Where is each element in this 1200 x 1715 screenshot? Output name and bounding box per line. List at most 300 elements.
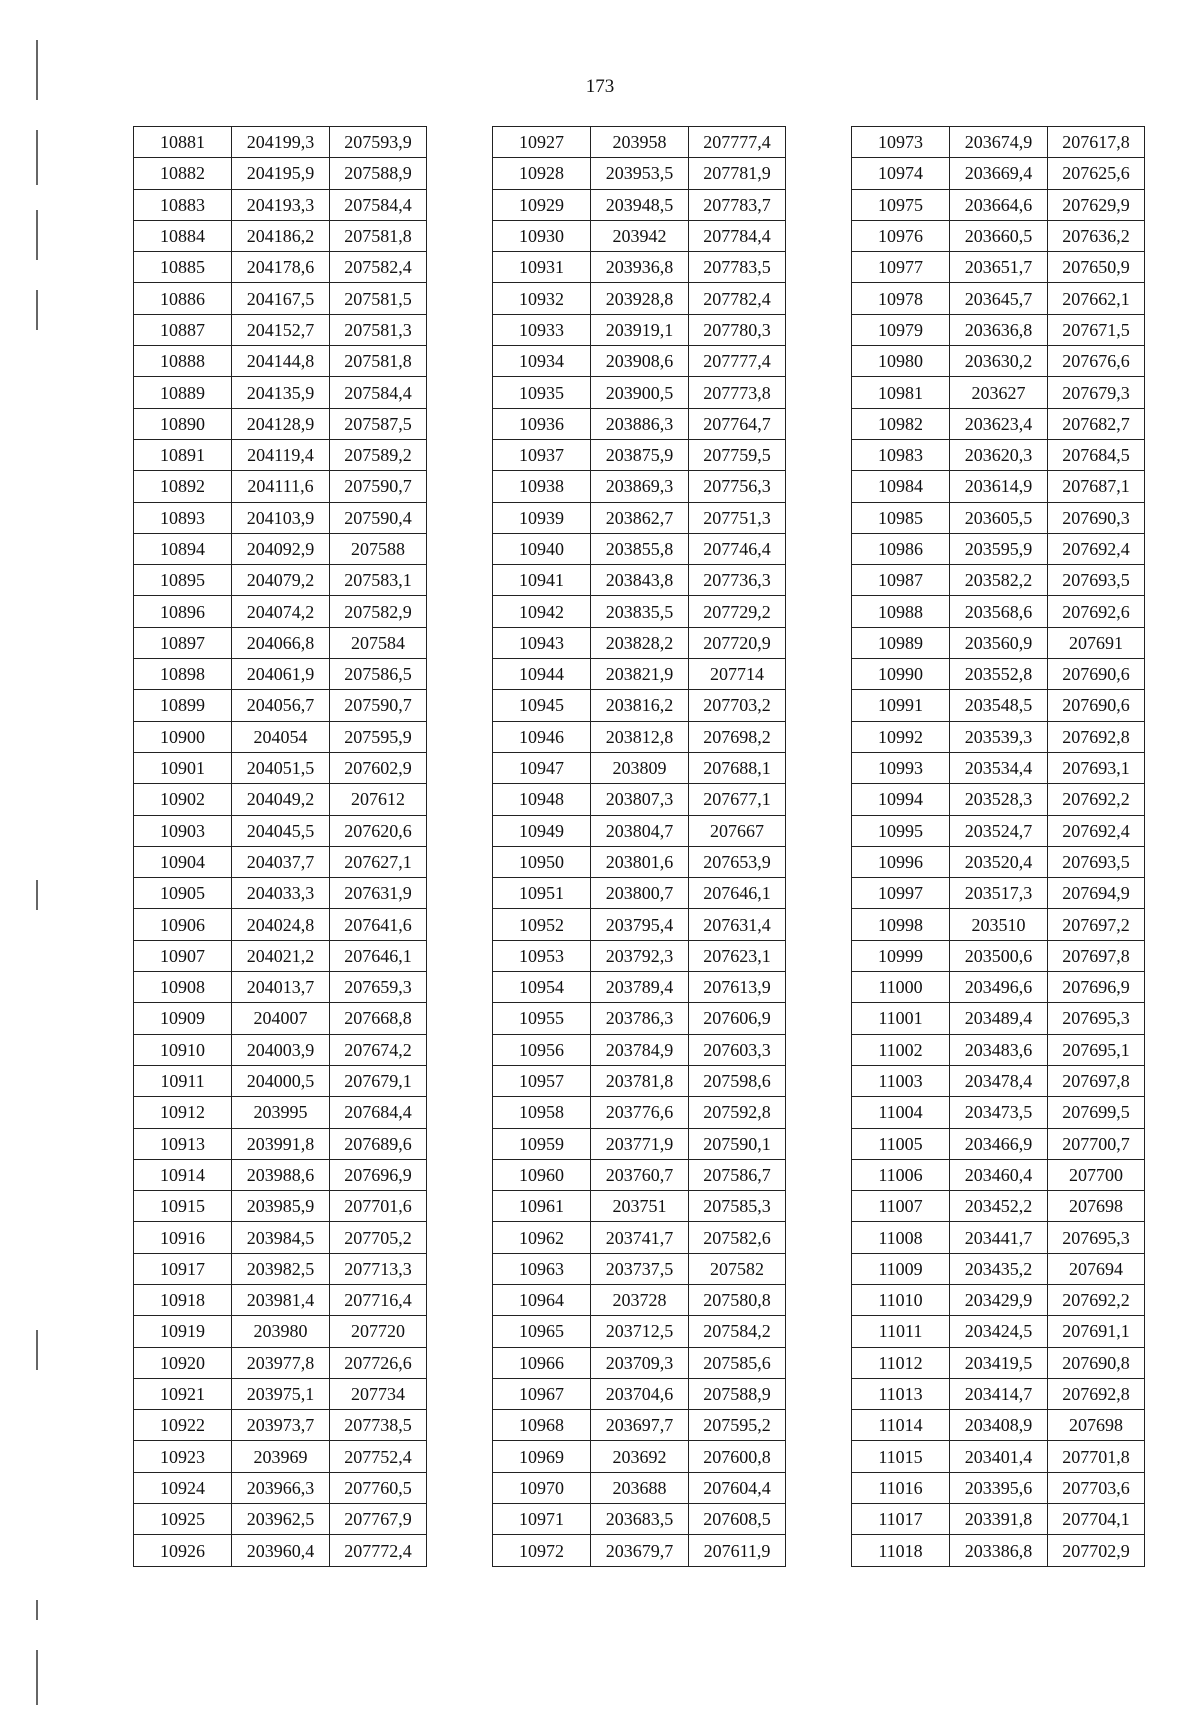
x-coordinate-cell: 203395,6: [950, 1472, 1048, 1503]
table-row: [493, 408, 786, 439]
table-row: [852, 471, 1145, 502]
table-row: [852, 846, 1145, 877]
y-coordinate-cell: 207674,2: [330, 1034, 427, 1065]
y-coordinate-cell: 207687,1: [1048, 471, 1145, 502]
y-coordinate-cell: 207587,5: [330, 408, 427, 439]
table-row: [493, 752, 786, 783]
y-coordinate-cell: 207756,3: [689, 471, 786, 502]
table-row: [134, 439, 427, 470]
x-coordinate-cell: 203812,8: [591, 721, 689, 752]
point-number-cell: 10984: [852, 471, 950, 502]
point-number-cell: 10936: [493, 408, 591, 439]
point-number-cell: 11008: [852, 1222, 950, 1253]
x-coordinate-cell: 203623,4: [950, 408, 1048, 439]
point-number-cell: 11017: [852, 1504, 950, 1535]
table-row: [852, 1316, 1145, 1347]
y-coordinate-cell: 207780,3: [689, 314, 786, 345]
x-coordinate-cell: 203804,7: [591, 815, 689, 846]
y-coordinate-cell: 207679,3: [1048, 377, 1145, 408]
table-row: [134, 878, 427, 909]
x-coordinate-cell: 204061,9: [232, 659, 330, 690]
y-coordinate-cell: 207783,7: [689, 189, 786, 220]
table-row: [493, 878, 786, 909]
y-coordinate-cell: 207703,6: [1048, 1472, 1145, 1503]
table-row: [134, 1410, 427, 1441]
table-row: [493, 1034, 786, 1065]
table-row: [493, 220, 786, 251]
y-coordinate-cell: 207689,6: [330, 1128, 427, 1159]
x-coordinate-cell: 203988,6: [232, 1159, 330, 1190]
x-coordinate-cell: 203809: [591, 752, 689, 783]
point-number-cell: 10961: [493, 1191, 591, 1222]
point-number-cell: 10972: [493, 1535, 591, 1566]
table-row: [493, 596, 786, 627]
x-coordinate-cell: 203630,2: [950, 346, 1048, 377]
table-row: [134, 940, 427, 971]
x-coordinate-cell: 203489,4: [950, 1003, 1048, 1034]
table-row: [134, 220, 427, 251]
y-coordinate-cell: 207705,2: [330, 1222, 427, 1253]
x-coordinate-cell: 203801,6: [591, 846, 689, 877]
x-coordinate-cell: 203936,8: [591, 252, 689, 283]
point-number-cell: 10882: [134, 158, 232, 189]
point-number-cell: 11016: [852, 1472, 950, 1503]
y-coordinate-cell: 207772,4: [330, 1535, 427, 1566]
table-row: [493, 784, 786, 815]
point-number-cell: 11003: [852, 1065, 950, 1096]
x-coordinate-cell: 203953,5: [591, 158, 689, 189]
point-number-cell: 10993: [852, 752, 950, 783]
table-row: [493, 1159, 786, 1190]
point-number-cell: 11013: [852, 1378, 950, 1409]
table-row: [134, 972, 427, 1003]
x-coordinate-cell: 203552,8: [950, 659, 1048, 690]
point-number-cell: 10992: [852, 721, 950, 752]
table-row: [134, 1284, 427, 1315]
table-row: [852, 408, 1145, 439]
point-number-cell: 10973: [852, 127, 950, 158]
table-row: [852, 346, 1145, 377]
y-coordinate-cell: 207590,7: [330, 471, 427, 502]
point-number-cell: 10887: [134, 314, 232, 345]
y-coordinate-cell: 207590,4: [330, 502, 427, 533]
table-row: [493, 377, 786, 408]
y-coordinate-cell: 207603,3: [689, 1034, 786, 1065]
x-coordinate-cell: 203704,6: [591, 1378, 689, 1409]
x-coordinate-cell: 203985,9: [232, 1191, 330, 1222]
table-row: [493, 189, 786, 220]
table-row: [493, 471, 786, 502]
point-number-cell: 11000: [852, 972, 950, 1003]
x-coordinate-cell: 204128,9: [232, 408, 330, 439]
y-coordinate-cell: 207590,7: [330, 690, 427, 721]
y-coordinate-cell: 207751,3: [689, 502, 786, 533]
x-coordinate-cell: 203862,7: [591, 502, 689, 533]
table-row: [852, 158, 1145, 189]
y-coordinate-cell: 207692,2: [1048, 784, 1145, 815]
table-row: [134, 627, 427, 658]
x-coordinate-cell: 203962,5: [232, 1504, 330, 1535]
point-number-cell: 10981: [852, 377, 950, 408]
table-row: [852, 1222, 1145, 1253]
table-row: [852, 1504, 1145, 1535]
x-coordinate-cell: 203781,8: [591, 1065, 689, 1096]
table-row: [852, 439, 1145, 470]
x-coordinate-cell: 203875,9: [591, 439, 689, 470]
y-coordinate-cell: 207781,9: [689, 158, 786, 189]
point-number-cell: 10899: [134, 690, 232, 721]
point-number-cell: 10978: [852, 283, 950, 314]
table-row: [134, 314, 427, 345]
table-row: [852, 627, 1145, 658]
table-row: [134, 1441, 427, 1472]
table-row: [493, 659, 786, 690]
y-coordinate-cell: 207684,5: [1048, 439, 1145, 470]
x-coordinate-cell: 203948,5: [591, 189, 689, 220]
point-number-cell: 10903: [134, 815, 232, 846]
x-coordinate-cell: 203800,7: [591, 878, 689, 909]
table-row: [852, 377, 1145, 408]
point-number-cell: 10924: [134, 1472, 232, 1503]
point-number-cell: 10990: [852, 659, 950, 690]
x-coordinate-cell: 204167,5: [232, 283, 330, 314]
table-row: [493, 846, 786, 877]
x-coordinate-cell: 203977,8: [232, 1347, 330, 1378]
table-row: [493, 1472, 786, 1503]
x-coordinate-cell: 203414,7: [950, 1378, 1048, 1409]
point-number-cell: 11001: [852, 1003, 950, 1034]
table-row: [134, 596, 427, 627]
point-number-cell: 10883: [134, 189, 232, 220]
point-number-cell: 10918: [134, 1284, 232, 1315]
point-number-cell: 10931: [493, 252, 591, 283]
y-coordinate-cell: 207783,5: [689, 252, 786, 283]
x-coordinate-cell: 203614,9: [950, 471, 1048, 502]
point-number-cell: 11015: [852, 1441, 950, 1472]
y-coordinate-cell: 207736,3: [689, 565, 786, 596]
table-row: [134, 252, 427, 283]
point-number-cell: 11005: [852, 1128, 950, 1159]
x-coordinate-cell: 203627: [950, 377, 1048, 408]
point-number-cell: 10912: [134, 1097, 232, 1128]
scan-margin-line: [36, 1600, 38, 1620]
y-coordinate-cell: 207636,2: [1048, 220, 1145, 251]
y-coordinate-cell: 207625,6: [1048, 158, 1145, 189]
point-number-cell: 11018: [852, 1535, 950, 1566]
scan-margin-line: [36, 210, 38, 260]
point-number-cell: 10885: [134, 252, 232, 283]
table-row: [852, 752, 1145, 783]
y-coordinate-cell: 207697,2: [1048, 909, 1145, 940]
point-number-cell: 10942: [493, 596, 591, 627]
y-coordinate-cell: 207646,1: [689, 878, 786, 909]
y-coordinate-cell: 207782,4: [689, 283, 786, 314]
x-coordinate-cell: 203975,1: [232, 1378, 330, 1409]
x-coordinate-cell: 203821,9: [591, 659, 689, 690]
table-row: [493, 1347, 786, 1378]
y-coordinate-cell: 207641,6: [330, 909, 427, 940]
point-number-cell: 10937: [493, 439, 591, 470]
table-row: [852, 1253, 1145, 1284]
y-coordinate-cell: 207582: [689, 1253, 786, 1284]
table-row: [493, 972, 786, 1003]
point-number-cell: 10926: [134, 1535, 232, 1566]
x-coordinate-cell: 203795,4: [591, 909, 689, 940]
x-coordinate-cell: 203969: [232, 1441, 330, 1472]
table-row: [493, 1441, 786, 1472]
y-coordinate-cell: 207684,4: [330, 1097, 427, 1128]
table-row: [493, 940, 786, 971]
y-coordinate-cell: 207752,4: [330, 1441, 427, 1472]
point-number-cell: 10907: [134, 940, 232, 971]
point-number-cell: 10991: [852, 690, 950, 721]
y-coordinate-cell: 207613,9: [689, 972, 786, 1003]
y-coordinate-cell: 207773,8: [689, 377, 786, 408]
x-coordinate-cell: 203582,2: [950, 565, 1048, 596]
x-coordinate-cell: 203679,7: [591, 1535, 689, 1566]
y-coordinate-cell: 207659,3: [330, 972, 427, 1003]
table-row: [493, 690, 786, 721]
table-row: [493, 1504, 786, 1535]
table-row: [852, 784, 1145, 815]
x-coordinate-cell: 203473,5: [950, 1097, 1048, 1128]
table-row: [852, 252, 1145, 283]
table-row: [493, 1097, 786, 1128]
table-row: [852, 533, 1145, 564]
x-coordinate-cell: 203792,3: [591, 940, 689, 971]
table-row: [493, 1222, 786, 1253]
x-coordinate-cell: 204056,7: [232, 690, 330, 721]
x-coordinate-cell: 203664,6: [950, 189, 1048, 220]
point-number-cell: 10893: [134, 502, 232, 533]
x-coordinate-cell: 204007: [232, 1003, 330, 1034]
point-number-cell: 10989: [852, 627, 950, 658]
x-coordinate-cell: 204111,6: [232, 471, 330, 502]
point-number-cell: 10927: [493, 127, 591, 158]
table-row: [134, 565, 427, 596]
table-row: [134, 752, 427, 783]
y-coordinate-cell: 207704,1: [1048, 1504, 1145, 1535]
table-row: [493, 127, 786, 158]
point-number-cell: 10898: [134, 659, 232, 690]
y-coordinate-cell: 207698,2: [689, 721, 786, 752]
x-coordinate-cell: 203568,6: [950, 596, 1048, 627]
table-row: [852, 189, 1145, 220]
point-number-cell: 10967: [493, 1378, 591, 1409]
point-number-cell: 10959: [493, 1128, 591, 1159]
table-row: [852, 721, 1145, 752]
y-coordinate-cell: 207784,4: [689, 220, 786, 251]
x-coordinate-cell: 203835,5: [591, 596, 689, 627]
x-coordinate-cell: 203981,4: [232, 1284, 330, 1315]
x-coordinate-cell: 203697,7: [591, 1410, 689, 1441]
point-number-cell: 10983: [852, 439, 950, 470]
x-coordinate-cell: 203534,4: [950, 752, 1048, 783]
table-row: [493, 1253, 786, 1284]
x-coordinate-cell: 204152,7: [232, 314, 330, 345]
point-number-cell: 10951: [493, 878, 591, 909]
x-coordinate-cell: 204103,9: [232, 502, 330, 533]
x-coordinate-cell: 203429,9: [950, 1284, 1048, 1315]
x-coordinate-cell: 203452,2: [950, 1191, 1048, 1222]
point-number-cell: 10935: [493, 377, 591, 408]
y-coordinate-cell: 207604,4: [689, 1472, 786, 1503]
table-row: [852, 1347, 1145, 1378]
x-coordinate-cell: 203496,6: [950, 972, 1048, 1003]
table-row: [493, 283, 786, 314]
table-row: [493, 1065, 786, 1096]
coordinates-table-1: [133, 126, 427, 1567]
table-row: [134, 846, 427, 877]
point-number-cell: 10946: [493, 721, 591, 752]
table-row: [134, 784, 427, 815]
point-number-cell: 10934: [493, 346, 591, 377]
point-number-cell: 11002: [852, 1034, 950, 1065]
x-coordinate-cell: 204013,7: [232, 972, 330, 1003]
y-coordinate-cell: 207759,5: [689, 439, 786, 470]
table-row: [852, 1191, 1145, 1222]
point-number-cell: 10971: [493, 1504, 591, 1535]
table-row: [852, 565, 1145, 596]
table-row: [852, 1535, 1145, 1566]
point-number-cell: 10986: [852, 533, 950, 564]
y-coordinate-cell: 207696,9: [1048, 972, 1145, 1003]
table-row: [852, 878, 1145, 909]
table-row: [852, 1128, 1145, 1159]
point-number-cell: 10889: [134, 377, 232, 408]
x-coordinate-cell: 204049,2: [232, 784, 330, 815]
table-row: [134, 1253, 427, 1284]
point-number-cell: 11007: [852, 1191, 950, 1222]
table-row: [134, 471, 427, 502]
point-number-cell: 11009: [852, 1253, 950, 1284]
x-coordinate-cell: 204003,9: [232, 1034, 330, 1065]
point-number-cell: 10943: [493, 627, 591, 658]
x-coordinate-cell: 203605,5: [950, 502, 1048, 533]
point-number-cell: 10966: [493, 1347, 591, 1378]
y-coordinate-cell: 207697,8: [1048, 1065, 1145, 1096]
y-coordinate-cell: 207701,6: [330, 1191, 427, 1222]
y-coordinate-cell: 207600,8: [689, 1441, 786, 1472]
table-row: [134, 1191, 427, 1222]
point-number-cell: 10908: [134, 972, 232, 1003]
table-row: [852, 127, 1145, 158]
x-coordinate-cell: 203539,3: [950, 721, 1048, 752]
x-coordinate-cell: 203728: [591, 1284, 689, 1315]
y-coordinate-cell: 207694: [1048, 1253, 1145, 1284]
y-coordinate-cell: 207588,9: [689, 1378, 786, 1409]
point-number-cell: 10945: [493, 690, 591, 721]
x-coordinate-cell: 203737,5: [591, 1253, 689, 1284]
point-number-cell: 10925: [134, 1504, 232, 1535]
x-coordinate-cell: 203669,4: [950, 158, 1048, 189]
table-row: [493, 314, 786, 345]
point-number-cell: 10897: [134, 627, 232, 658]
y-coordinate-cell: 207598,6: [689, 1065, 786, 1096]
y-coordinate-cell: 207691: [1048, 627, 1145, 658]
table-row: [134, 1003, 427, 1034]
y-coordinate-cell: 207602,9: [330, 752, 427, 783]
point-number-cell: 10928: [493, 158, 591, 189]
y-coordinate-cell: 207700: [1048, 1159, 1145, 1190]
x-coordinate-cell: 203973,7: [232, 1410, 330, 1441]
x-coordinate-cell: 203786,3: [591, 1003, 689, 1034]
table-row: [852, 1410, 1145, 1441]
x-coordinate-cell: 204144,8: [232, 346, 330, 377]
point-number-cell: 11014: [852, 1410, 950, 1441]
table-row: [852, 909, 1145, 940]
table-row: [134, 1347, 427, 1378]
point-number-cell: 10911: [134, 1065, 232, 1096]
table-row: [134, 1316, 427, 1347]
point-number-cell: 10954: [493, 972, 591, 1003]
x-coordinate-cell: 203478,4: [950, 1065, 1048, 1096]
point-number-cell: 10947: [493, 752, 591, 783]
x-coordinate-cell: 203424,5: [950, 1316, 1048, 1347]
table-row: [493, 1284, 786, 1315]
table-row: [493, 627, 786, 658]
table-row: [134, 1128, 427, 1159]
y-coordinate-cell: 207608,5: [689, 1504, 786, 1535]
point-number-cell: 10905: [134, 878, 232, 909]
point-number-cell: 10884: [134, 220, 232, 251]
point-number-cell: 10896: [134, 596, 232, 627]
y-coordinate-cell: 207590,1: [689, 1128, 786, 1159]
x-coordinate-cell: 203828,2: [591, 627, 689, 658]
y-coordinate-cell: 207700,7: [1048, 1128, 1145, 1159]
x-coordinate-cell: 203960,4: [232, 1535, 330, 1566]
y-coordinate-cell: 207620,6: [330, 815, 427, 846]
y-coordinate-cell: 207688,1: [689, 752, 786, 783]
table-row: [493, 1378, 786, 1409]
point-number-cell: 10890: [134, 408, 232, 439]
table-row: [852, 1034, 1145, 1065]
y-coordinate-cell: 207767,9: [330, 1504, 427, 1535]
table-row: [134, 1065, 427, 1096]
x-coordinate-cell: 203982,5: [232, 1253, 330, 1284]
y-coordinate-cell: 207584,4: [330, 189, 427, 220]
x-coordinate-cell: 203517,3: [950, 878, 1048, 909]
point-number-cell: 10998: [852, 909, 950, 940]
y-coordinate-cell: 207662,1: [1048, 283, 1145, 314]
table-row: [134, 158, 427, 189]
point-number-cell: 10920: [134, 1347, 232, 1378]
point-number-cell: 10881: [134, 127, 232, 158]
y-coordinate-cell: 207690,8: [1048, 1347, 1145, 1378]
y-coordinate-cell: 207693,5: [1048, 565, 1145, 596]
x-coordinate-cell: 203386,8: [950, 1535, 1048, 1566]
x-coordinate-cell: 203991,8: [232, 1128, 330, 1159]
point-number-cell: 10919: [134, 1316, 232, 1347]
point-number-cell: 10910: [134, 1034, 232, 1065]
x-coordinate-cell: 203595,9: [950, 533, 1048, 564]
x-coordinate-cell: 203919,1: [591, 314, 689, 345]
x-coordinate-cell: 203741,7: [591, 1222, 689, 1253]
y-coordinate-cell: 207627,1: [330, 846, 427, 877]
point-number-cell: 10891: [134, 439, 232, 470]
point-number-cell: 10980: [852, 346, 950, 377]
point-number-cell: 10939: [493, 502, 591, 533]
table-row: [852, 502, 1145, 533]
point-number-cell: 10999: [852, 940, 950, 971]
y-coordinate-cell: 207617,8: [1048, 127, 1145, 158]
table-row: [852, 690, 1145, 721]
point-number-cell: 10965: [493, 1316, 591, 1347]
point-number-cell: 10906: [134, 909, 232, 940]
table-row: [134, 502, 427, 533]
table-row: [134, 1472, 427, 1503]
y-coordinate-cell: 207764,7: [689, 408, 786, 439]
